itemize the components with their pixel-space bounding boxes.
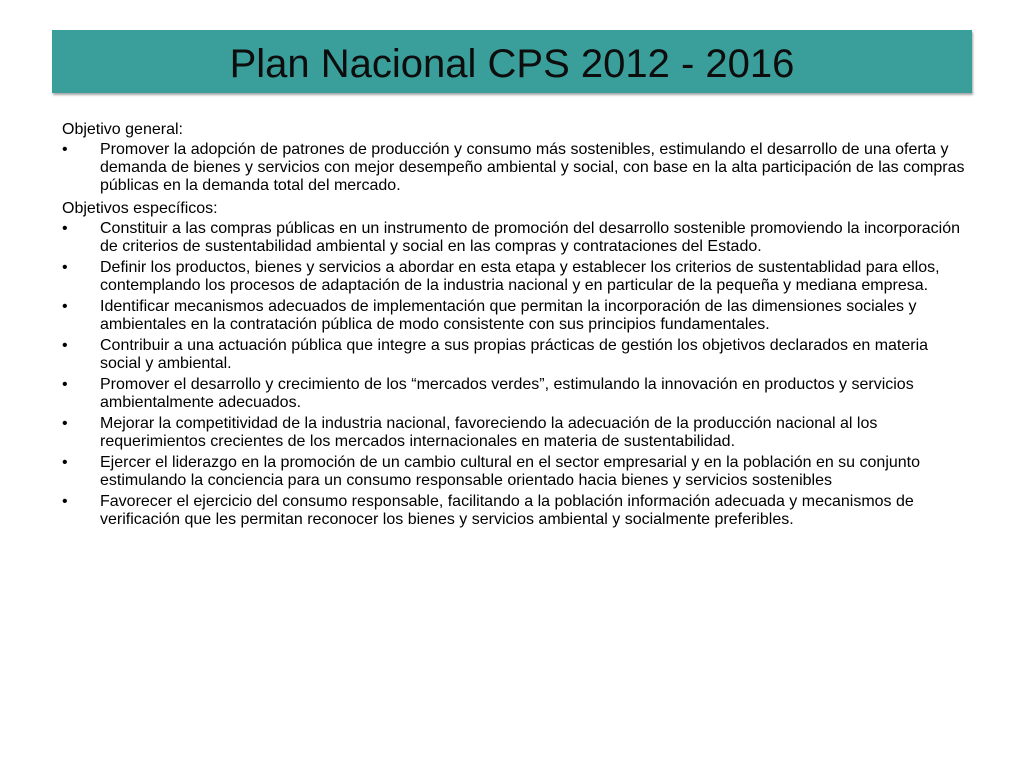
- bullet-icon: •: [62, 298, 68, 315]
- bullet-icon: •: [62, 220, 68, 237]
- specific-objective-item: [62, 454, 967, 490]
- bullet-icon: •: [62, 259, 68, 276]
- specific-objective-text: Contribuir a una actuación pública que integre a sus propias prácticas de gestión los objetivos declarados en materia social y ambiental.: [100, 337, 929, 372]
- general-objective-heading: Objetivo general:: [62, 121, 183, 138]
- specific-objective-item: [62, 376, 967, 412]
- bullet-icon: •: [62, 415, 68, 432]
- specific-objective-item: [62, 298, 967, 334]
- general-objective-text: Promover la adopción de patrones de producción y consumo más sostenibles, estimulando el desarrollo de una oferta y demanda de bienes y servicios con mejor desempeño ambiental y social, con base en la alta participación de las compras públicas en la demanda total del mercado.: [100, 141, 965, 194]
- specific-objective-text: Mejorar la competitividad de la industria nacional, favoreciendo la adecuación de la producción nacional al los requerimientos crecientes de los mercados internacionales en materia de sustentabilidad.: [100, 415, 878, 450]
- specific-objective-item: [62, 415, 967, 451]
- specific-objectives-list: [62, 220, 967, 529]
- specific-objectives-heading: Objetivos específicos:: [62, 200, 218, 217]
- specific-objective-item: [62, 220, 967, 256]
- specific-objective-text: Definir los productos, bienes y servicios a abordar en esta etapa y establecer los criterios de sustentablidad para ellos, contemplando los procesos de adaptación de la industria nacional y en particular de la pequeña y mediana empresa.: [100, 259, 940, 294]
- bullet-icon: •: [62, 454, 68, 471]
- specific-objective-item: [62, 259, 967, 295]
- specific-objective-item: [62, 337, 967, 373]
- bullet-icon: •: [62, 337, 68, 354]
- general-objective-item: [62, 141, 967, 195]
- specific-objective-text: Identificar mecanismos adecuados de implementación que permitan la incorporación de las dimensiones sociales y ambientales en la contratación pública de modo consistente con sus principios fundamentales.: [100, 298, 917, 333]
- slide-body: [62, 121, 967, 534]
- bullet-icon: •: [62, 376, 68, 393]
- general-objective-list: [62, 141, 967, 195]
- bullet-icon: •: [62, 141, 68, 158]
- specific-objective-text: Constituir a las compras públicas en un instrumento de promoción del desarrollo sostenible promoviendo la incorporación de criterios de sustentabilidad ambiental y social en las compras y contrataciones del Estado.: [100, 220, 961, 255]
- slide-title: Plan Nacional CPS 2012 - 2016: [229, 42, 795, 86]
- bullet-icon: •: [62, 493, 68, 510]
- title-bar: [52, 30, 972, 93]
- specific-objective-text: Promover el desarrollo y crecimiento de los “mercados verdes”, estimulando la innovación en productos y servicios ambientalmente adecuados.: [100, 376, 914, 411]
- specific-objective-text: Ejercer el liderazgo en la promoción de un cambio cultural en el sector empresarial y en la población en su conjunto estimulando la conciencia para un consumo responsable orientado hacia bienes y servicios sostenibles: [100, 454, 921, 489]
- specific-objective-item: [62, 493, 967, 529]
- specific-objective-text: Favorecer el ejercicio del consumo responsable, facilitando a la población información adecuada y mecanismos de verificación que les permitan reconocer los bienes y servicios ambiental y socialmente preferibles.: [100, 493, 914, 528]
